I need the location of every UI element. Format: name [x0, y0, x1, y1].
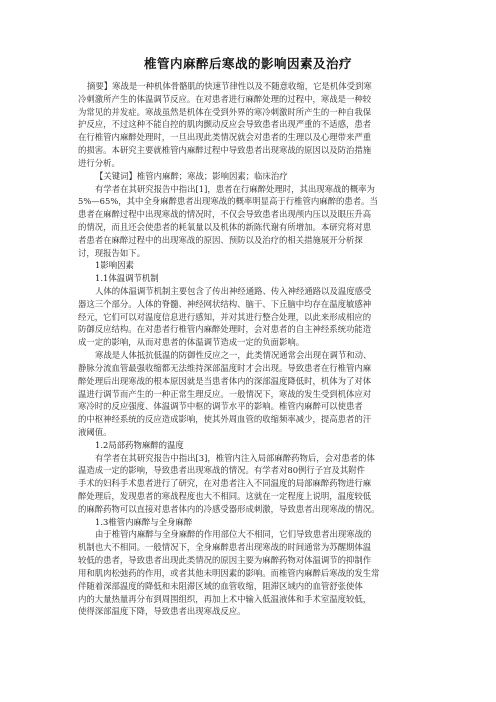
text-line: 醉处理后出现寒战的根本原因就是当患者体内的深部温度降低时，机体为了对体 — [78, 375, 372, 386]
text-line: 患者在麻醉过程中出现寒战的情况时，不仅会导致患者出现颅内压以及眼压升高 — [78, 209, 372, 220]
text-line: 醉处理后，发现患者的寒战程度也大不相同。这就在一定程度上说明，温度较低 — [78, 491, 372, 501]
text-line: 静脉分流血管最强收缩都无法维持深部温度时才会出现。导致患者在行椎管内麻 — [78, 362, 372, 373]
text-line: 【关键词】椎管内麻醉；寒战；影响因素；临床治疗 — [95, 170, 288, 181]
text-line: 人体的体温调节机制主要包含了传出神经通路、传入神经通路以及温度感受 — [95, 286, 372, 296]
text-line: 经元，它们可以对温度信息进行感知，并对其进行整合处理，以此来形成相应的 — [78, 311, 372, 322]
text-line: 伴随着深部温度的降低和未阻滞区域的血管收缩，阻滞区域内的血管舒张使体 — [78, 580, 363, 591]
text-line: 用和肌肉松弛药的作用，或者其他未明因素的影响。而椎管内麻醉后寒战的发生常 — [78, 567, 380, 578]
text-line: 的中枢神经系统的反应造成影响，使其外周血管的收缩频率减少，提高患者的汗 — [78, 414, 372, 425]
text-line: 成一定的影响，从而对患者的体温调节造成一定的负面影响。 — [78, 337, 305, 348]
text-line: 冷刺激所产生的体温调节反应。在对患者进行麻醉处理的过程中，寒战是一种较 — [78, 93, 372, 104]
text-line: 在行椎管内麻醉处理时，一旦出现此类情况就会对患者的生理以及心理带来严重 — [78, 132, 372, 143]
text-line: 1.3椎管内麻醉与全身麻醉 — [95, 516, 193, 527]
text-line: 护反应，不过这种不能自控的肌肉颤动反应会导致患者出现严重的不适感，患者 — [78, 119, 372, 130]
text-line: 的麻醉药物可以直接对患者体内的冷感受器形成刺激，导致患者出现寒战的情况。 — [78, 503, 380, 514]
text-line: 防御反应结构。在对患者行椎管内麻醉处理时，会对患者的自主神经系统功能造 — [78, 324, 372, 335]
text-line: 液阈值。 — [78, 426, 112, 437]
text-line: 寒战是人体抵抗低温的防御性反应之一，此类情况通常会出现在调节和动、 — [95, 350, 372, 361]
text-line: 使得深部温度下降，导致患者出现寒战反应。 — [78, 606, 246, 617]
text-line: 摘要】寒战是一种机体骨骼肌的快速节律性以及不随意收缩，它是机体受到寒 — [87, 81, 372, 91]
article-body — [78, 80, 420, 618]
text-line: 讨，现报告如下。 — [78, 247, 145, 258]
text-line: 内的大量热量再分布到周围组织，再加上术中输入低温液体和手术室温度较低， — [78, 593, 372, 604]
text-line: 器这三个部分。人体的脊髓、神经网状结构、脑干、下丘脑中均存在温度敏感神 — [78, 298, 372, 309]
text-line: 1.2局部药物麻醉的温度 — [95, 439, 184, 450]
text-line: 进行分析。 — [78, 157, 120, 168]
article-title: 椎管内麻醉后寒战的影响因素及治疗 — [143, 56, 352, 71]
text-line: 手术的妇科手术患者进行了研究，在对患者注入不同温度的局部麻醉药物进行麻 — [78, 478, 372, 489]
text-line: 的情况，而且还会使患者的耗氧量以及机体的新陈代谢有所增加。本研究将对患 — [78, 221, 372, 232]
text-line: 温造成一定的影响，导致患者出现寒战的情况。有学者对80例行子宫及其附件 — [78, 465, 366, 476]
text-line: 温进行调节而产生的一种正常生理反应。一般情况下，寒战的发生受到机体应对 — [78, 388, 372, 399]
text-line: 由于椎管内麻醉与全身麻醉的作用部位大不相同，它们导致患者出现寒战的 — [95, 529, 372, 540]
text-line: 寒冷时的反应强度、体温调节中枢的调节水平的影响。椎管内麻醉可以使患者 — [78, 401, 363, 412]
text-line: 有学者在其研究报告中指出[3]，椎管内注入局部麻醉药物后，会对患者的体 — [95, 452, 375, 463]
text-line: 5%—65%，其中全身麻醉患者出现寒战的概率明显高于行椎管内麻醉的患者。当 — [78, 196, 378, 207]
text-line: 者患者在麻醉过程中的出现寒战的原因、预防以及治疗的相关措施展开分析探 — [78, 234, 363, 245]
text-line: 为常见的并发症。寒战虽然是机体在受到外界的寒冷刺激时所产生的一种自我保 — [78, 106, 372, 117]
text-line: 较低的患者，导致患者出现此类情况的原因主要为麻醉药物对体温调节的抑制作 — [78, 555, 372, 566]
text-line: 机制也大不相同。一般情况下，全身麻醉患者出现寒战的时间通常为苏醒期体温 — [78, 542, 372, 553]
text-line: 1.1体温调节机制 — [95, 273, 159, 284]
text-line: 的损害。本研究主要就椎管内麻醉过程中导致患者出现寒战的原因以及防治措施 — [78, 145, 372, 156]
text-line: 1影响因素 — [95, 260, 134, 271]
text-line: 有学者在其研究报告中指出[1]，患者在行麻醉处理时，其出现寒战的概率为 — [95, 183, 375, 194]
